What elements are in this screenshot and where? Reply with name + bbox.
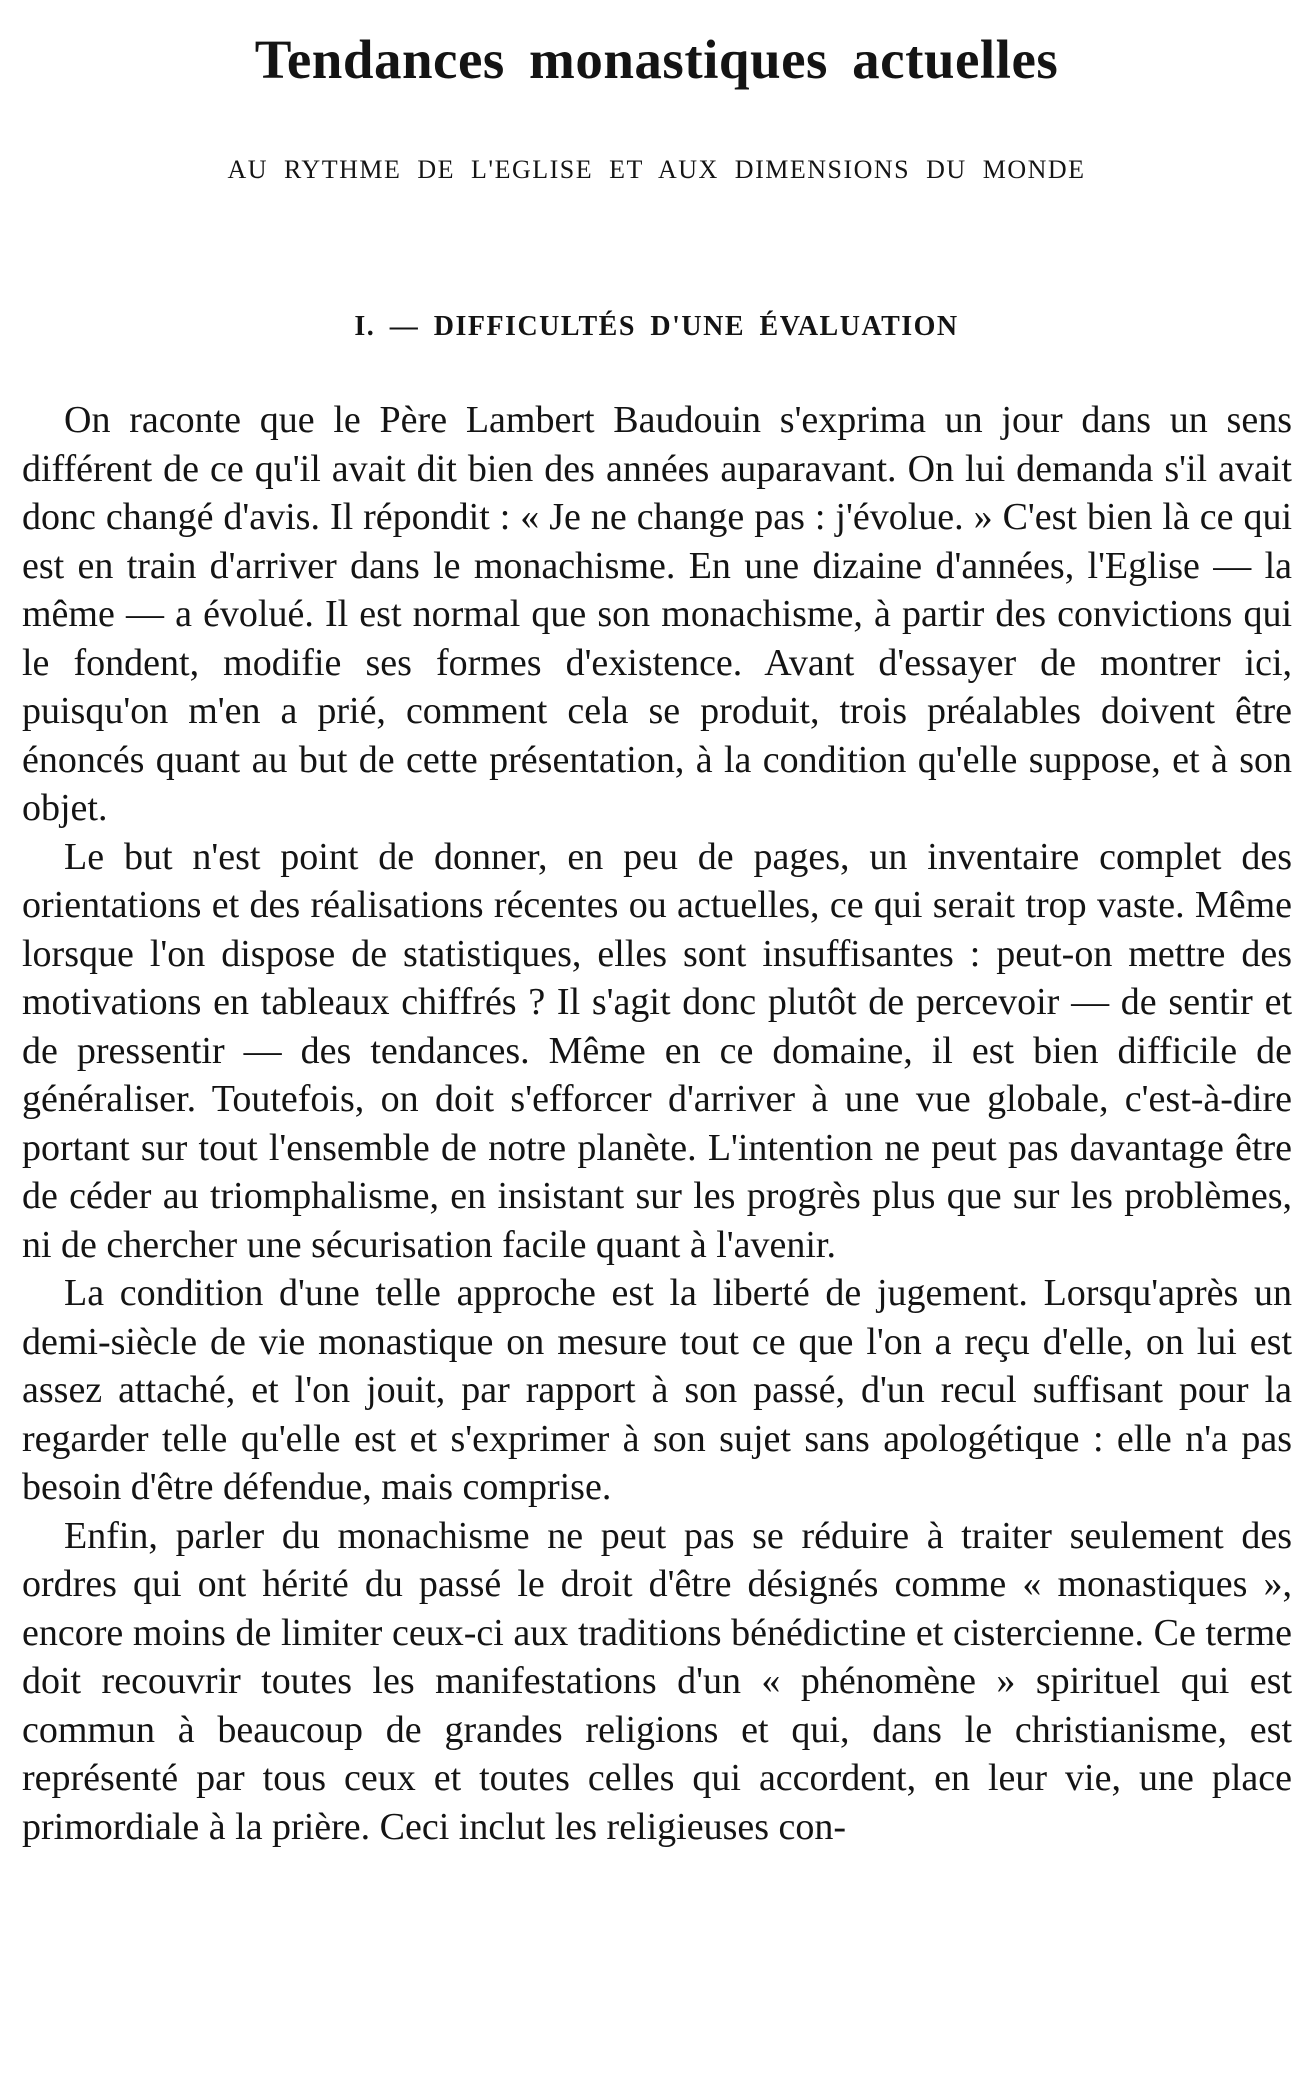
paragraph-1: On raconte que le Père Lambert Baudouin s'exprima un jour dans un sens différent de ce qu'il avait dit bien des années auparavant. On lui demanda s'il avait donc changé d'avis. Il répondit : « Je ne change pas : j'évolue. » C'est bien là ce qui est en train d'arriver dans le monachisme. En une dizaine d'années, l'Eglise — la même — a évolué. Il est normal que son monachisme, à partir des convictions qui le fondent, modifie ses formes d'existence. Avant d'essayer de montrer ici, puisqu'on m'en a prié, comment cela se produit, trois préalables doivent être énoncés quant au but de cette présentation, à la condition qu'elle suppose, et à son objet. — [22, 399, 1292, 829]
document-subtitle: AU RYTHME DE L'EGLISE ET AUX DIMENSIONS DU MONDE — [227, 155, 1086, 184]
paragraph-4: Enfin, parler du monachisme ne peut pas se réduire à traiter seulement des ordres qui ont hérité du passé le droit d'être désignés comme « monastiques », encore moins de limiter ceux-ci aux traditions bénédictine et cistercienne. Ce terme doit recouvrir toutes les manifestations d'un « phénomène » spirituel qui est commun à beaucoup de grandes religions et qui, dans le christianisme, est représenté par tous ceux et toutes celles qui accordent, en leur vie, une place primordiale à la prière. Ceci inclut les religieuses con- — [22, 1514, 1292, 1848]
paragraph-2: Le but n'est point de donner, en peu de pages, un inventaire complet des orientations et des réalisations récentes ou actuelles, ce qui serait trop vaste. Même lorsque l'on dispose de statistiques, elles sont insuffisantes : peut-on mettre des motivations en tableaux chiffrés ? Il s'agit donc plutôt de percevoir — de sentir et de pressentir — des tendances. Même en ce domaine, il est bien difficile de généraliser. Toutefois, on doit s'efforcer d'arriver à une vue globale, c'est-à-dire portant sur tout l'ensemble de notre planète. L'intention ne peut pas davantage être de céder au triomphalisme, en insistant sur les progrès plus que sur les problèmes, ni de chercher une sécurisation facile quant à l'avenir. — [22, 835, 1292, 1266]
section-heading: I. — DIFFICULTÉS D'UNE ÉVALUATION — [354, 311, 959, 342]
document-title: Tendances monastiques actuelles — [254, 29, 1059, 90]
paragraph-3: La condition d'une telle approche est la liberté de jugement. Lorsqu'après un demi-siècle de vie monastique on mesure tout ce que l'on a reçu d'elle, on lui est assez attaché, et l'on jouit, par rapport à son passé, d'un recul suffisant pour la regarder telle qu'elle est et s'exprimer à son sujet sans apologétique : elle n'a pas besoin d'être défendue, mais comprise. — [22, 1272, 1292, 1508]
body-text — [22, 396, 1292, 1851]
